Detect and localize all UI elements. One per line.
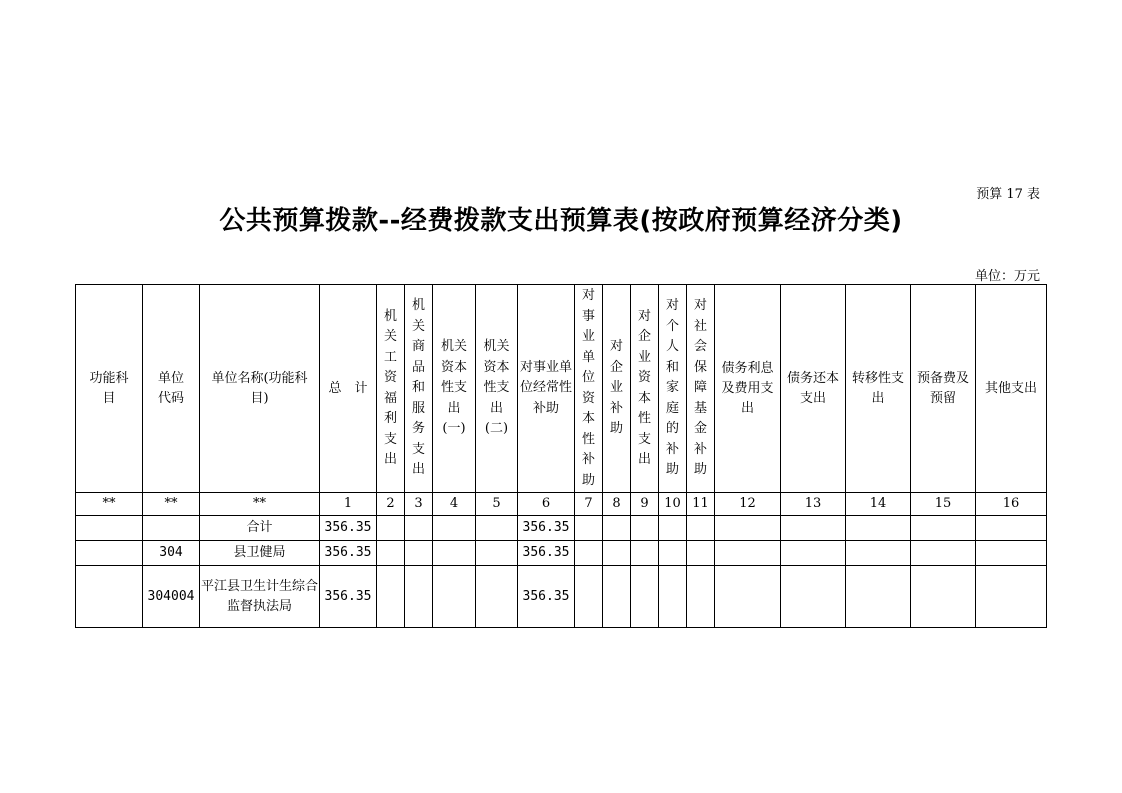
index-cell: 6 [518,493,575,516]
budget-table [75,284,1047,628]
header-col-11: 对社会保障基金补助 [687,285,715,493]
index-cell: 11 [687,493,715,516]
header-col-7: 对事业单位资本性补助 [575,285,603,493]
cell-code: 304 [143,541,200,566]
header-col-9: 对企业资本性支出 [631,285,659,493]
header-row [76,285,1047,493]
header-col-8: 对企业补助 [603,285,631,493]
index-cell: 16 [976,493,1047,516]
header-col-14: 转移性支出 [846,285,911,493]
index-cell: ** [143,493,200,516]
index-cell: 10 [659,493,687,516]
index-cell: 12 [715,493,781,516]
cell-function [76,541,143,566]
index-cell: ** [76,493,143,516]
header-col-3: 机关商品和服务支出 [405,285,433,493]
header-col-10: 对个人和家庭的补助 [659,285,687,493]
header-col-12: 债务利息及费用支出 [715,285,781,493]
index-row [76,493,1047,516]
index-cell: 14 [846,493,911,516]
header-col-6: 对事业单位经常性补助 [518,285,575,493]
table-row [76,541,1047,566]
cell-name: 合计 [200,516,320,541]
header-col-4: 机关资本性支出(一) [433,285,476,493]
header-unit-code: 单位代码 [143,285,200,493]
cell-function [76,516,143,541]
header-unit-name: 单位名称(功能科目) [200,285,320,493]
cell-total: 356.35 [320,541,377,566]
cell-function [76,566,143,628]
index-cell: 13 [781,493,846,516]
cell-col-6: 356.35 [518,516,575,541]
table-row [76,516,1047,541]
table-row [76,566,1047,628]
index-cell: 8 [603,493,631,516]
index-cell: 3 [405,493,433,516]
cell-code: 304004 [143,566,200,628]
cell-total: 356.35 [320,566,377,628]
unit-label: 单位：万元 [974,269,1040,284]
index-cell: 1 [320,493,377,516]
header-col-16: 其他支出 [976,285,1047,493]
cell-total: 356.35 [320,516,377,541]
index-cell: ** [200,493,320,516]
header-total: 总 计 [320,285,377,493]
index-cell: 4 [433,493,476,516]
cell-code [143,516,200,541]
header-col-13: 债务还本支出 [781,285,846,493]
page-title: 公共预算拨款--经费拨款支出预算表(按政府预算经济分类) [219,206,903,236]
cell-col-6: 356.35 [518,566,575,628]
header-col-2: 机关工资福利支出 [377,285,405,493]
header-col-15: 预备费及预留 [911,285,976,493]
cell-name: 平江县卫生计生综合监督执法局 [200,566,320,628]
index-cell: 15 [911,493,976,516]
header-function-subject: 功能科目 [76,285,143,493]
table-number: 预算 17 表 [976,187,1040,202]
index-cell: 9 [631,493,659,516]
index-cell: 2 [377,493,405,516]
index-cell: 7 [575,493,603,516]
header-col-5: 机关资本性支出(二) [476,285,518,493]
cell-col-6: 356.35 [518,541,575,566]
cell-name: 县卫健局 [200,541,320,566]
index-cell: 5 [476,493,518,516]
